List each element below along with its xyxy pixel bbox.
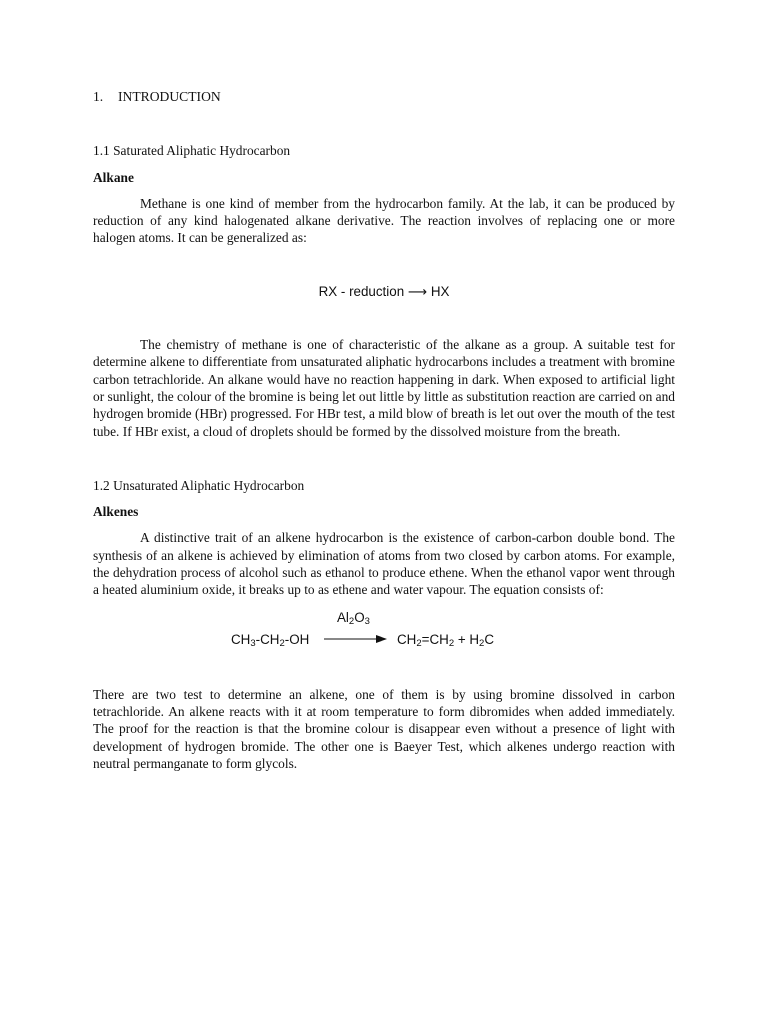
reaction-arrow-icon <box>324 633 388 645</box>
section-1-2-heading: 1.2 Unsaturated Aliphatic Hydrocarbon <box>93 477 305 493</box>
alkenes-paragraph-1: A distinctive trait of an alkene hydrocarbon is the existence of carbon-carbon double bond. The synthesis of an alkene is achieved by elimination of atoms from two closed by carbon atoms. For example, the dehydration process of alcohol such as ethanol to produce ethene. When the ethanol vapor went through a heated aluminium oxide, it breaks up to as ethene and water vapour. The equation consists of: <box>93 530 675 598</box>
catalyst-label: $Al_2O_3$ <box>337 609 370 627</box>
product-ethene-water: $CH_2=CH_2 + H_2C$ <box>397 631 495 649</box>
alkenes-paragraph-2: There are two test to determine an alkene, one of them is by using bromine dissolved in carbon tetrachloride. An alkene reacts with it at room temperature to form dibromides when added immediately. The proof for the reaction is that the bromine colour is disappear even without a presence of light with development of hydrogen bromide. The other one is Baeyer Test, which alkenes undergo reaction with neutral permanganate to form glycols. <box>93 686 675 771</box>
reduction-equation <box>93 283 675 301</box>
document-page <box>93 88 675 772</box>
equation-right: HX <box>430 283 450 299</box>
alkane-paragraph-1: Methane is one kind of member from the hydrocarbon family. At the lab, it can be produced by reduction of any kind halogenated alkane derivative. The reaction involves of replacing one or more halogen atoms. It can be generalized as: <box>93 195 675 246</box>
section-1-heading <box>93 88 675 105</box>
section-1-1-heading: 1.1 Saturated Aliphatic Hydrocarbon <box>93 143 291 159</box>
equation-arrow: ⟶ <box>407 284 428 300</box>
reactant-ethanol: $CH_3-CH_2-OH$ <box>231 631 310 649</box>
alkenes-subheading: Alkenes <box>93 504 139 520</box>
section-1-title: INTRODUCTION <box>118 89 221 104</box>
section-1-number: 1. <box>93 89 104 104</box>
alkane-paragraph-2: The chemistry of methane is one of characteristic of the alkane as a group. A suitable test for determine alkene to differentiate from unsaturated aliphatic hydrocarbons includes a treatment with bromine carbon tetrachloride. An alkane would have no reaction happening in dark. When exposed to artificial light or sunlight, the colour of the bromine is being let out little by little as substitution reaction are carried on and hydrogen bromide (HBr) progressed. For HBr test, a mild blow of breath is let out over the mouth of the test tube. If HBr exist, a cloud of droplets should be formed by the dissolved moisture from the breath. <box>93 337 675 439</box>
dehydration-reaction <box>93 609 675 655</box>
equation-left: RX - reduction <box>318 283 405 299</box>
alkane-subheading: Alkane <box>93 169 134 185</box>
